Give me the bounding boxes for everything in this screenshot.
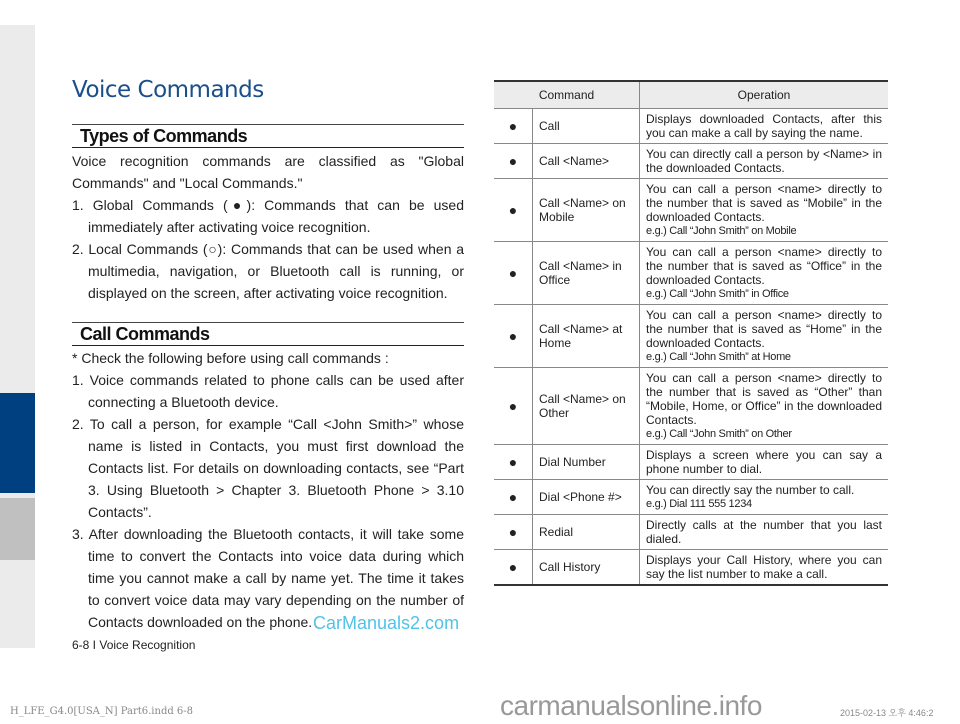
call-note: * Check the following before using call commands : [72, 350, 389, 366]
types-item: 1. Global Commands (●): Commands that can be used immediately after activating voice recognition. [72, 197, 464, 235]
types-body [72, 150, 464, 304]
table-row [494, 242, 888, 305]
page-footer: 6-8 I Voice Recognition [72, 638, 196, 652]
operation-cell [640, 445, 889, 480]
operation-cell [640, 515, 889, 550]
operation-text: You can directly call a person by <Name> in the downloaded Contacts. [646, 147, 882, 175]
global-command-icon: ● [494, 144, 533, 179]
operation-cell [640, 550, 889, 586]
section-heading-types: Types of Commands [72, 124, 464, 148]
header-command: Command [494, 81, 640, 109]
call-item: 3. After downloading the Bluetooth contacts, it will take some time to convert the Contacts into voice data during which time you cannot make a call by name yet. The time it takes to convert voice data may vary depending on the number of Contacts downloaded on the phone. [72, 526, 464, 630]
operation-text: Directly calls at the number that you last dialed. [646, 518, 882, 546]
command-cell: Redial [533, 515, 640, 550]
watermark: CarManuals2.com [313, 613, 460, 633]
header-operation: Operation [640, 81, 889, 109]
command-cell: Call History [533, 550, 640, 586]
operation-cell [640, 144, 889, 179]
operation-text: Displays a screen where you can say a phone number to dial. [646, 448, 882, 476]
operation-text: Displays your Call History, where you can say the list number to make a call. [646, 553, 882, 581]
side-tab-active [0, 393, 35, 493]
operation-example: e.g.) Call “John Smith” on Other [646, 428, 792, 440]
global-command-icon: ● [494, 179, 533, 242]
table-row [494, 109, 888, 144]
operation-cell [640, 109, 889, 144]
table-row [494, 550, 888, 586]
operation-text: You can call a person <name> directly to the number that is saved as “Office” in the downloaded Contacts. [646, 245, 882, 287]
side-tab [0, 498, 35, 560]
global-command-icon: ● [494, 445, 533, 480]
command-cell: Call <Name> on Other [533, 368, 640, 445]
operation-cell [640, 368, 889, 445]
operation-text: Displays downloaded Contacts, after this you can make a call by saying the name. [646, 112, 882, 140]
table-row [494, 305, 888, 368]
global-command-icon: ● [494, 550, 533, 586]
types-item: 2. Local Commands (○): Commands that can be used when a multimedia, navigation, or Bluetooth call is running, or displayed on the screen, after activating voice recognition. [72, 241, 464, 301]
operation-example: e.g.) Call “John Smith” in Office [646, 288, 789, 300]
table-row [494, 368, 888, 445]
operation-text: You can call a person <name> directly to the number that is saved as “Mobile” in the downloaded Contacts. [646, 182, 882, 224]
section-heading-call: Call Commands [72, 322, 464, 346]
operation-cell [640, 305, 889, 368]
operation-example: e.g.) Dial 111 555 1234 [646, 498, 752, 510]
table-row [494, 179, 888, 242]
command-cell: Call <Name> in Office [533, 242, 640, 305]
operation-text: You can call a person <name> directly to the number that is saved as “Home” in the downloaded Contacts. [646, 308, 882, 350]
global-command-icon: ● [494, 368, 533, 445]
global-command-icon: ● [494, 515, 533, 550]
global-command-icon: ● [494, 480, 533, 515]
print-timestamp: 2015-02-13 오후 4:46:2 [840, 708, 934, 718]
call-body [72, 347, 464, 633]
command-cell: Call [533, 109, 640, 144]
page-title: Voice Commands [72, 77, 264, 103]
global-command-icon: ● [494, 109, 533, 144]
command-cell: Call <Name> [533, 144, 640, 179]
call-item: 1. Voice commands related to phone calls can be used after connecting a Bluetooth device. [72, 372, 464, 410]
command-cell: Dial Number [533, 445, 640, 480]
operation-example: e.g.) Call “John Smith” on Mobile [646, 225, 797, 237]
command-cell: Call <Name> on Mobile [533, 179, 640, 242]
operation-text: You can directly say the number to call. [646, 483, 855, 497]
commands-table [494, 80, 888, 586]
table-row [494, 144, 888, 179]
global-command-icon: ● [494, 305, 533, 368]
operation-cell [640, 480, 889, 515]
table-row [494, 515, 888, 550]
operation-cell [640, 242, 889, 305]
operation-cell [640, 179, 889, 242]
table-row [494, 445, 888, 480]
table-row [494, 480, 888, 515]
print-slug: H_LFE_G4.0[USA_N] Part6.indd 6-8 [10, 706, 194, 717]
global-command-icon: ● [494, 242, 533, 305]
operation-text: You can call a person <name> directly to the number that is saved as “Other” than “Mobile, Home, or Office” in the downloaded Contacts. [646, 371, 882, 427]
command-cell: Call <Name> at Home [533, 305, 640, 368]
call-item: 2. To call a person, for example “Call <John Smith>” whose name is listed in Contacts, you must first download the Contacts list. For details on downloading contacts, see “Part 3. Using Bluetooth > Chapter 3. Bluetooth Phone > 3.10 Contacts”. [72, 416, 464, 520]
operation-example: e.g.) Call “John Smith” at Home [646, 351, 791, 363]
watermark-2: carmanualsonline.info [500, 690, 762, 721]
types-intro: Voice recognition commands are classified as "Global Commands" and "Local Commands." [72, 153, 464, 191]
command-cell: Dial <Phone #> [533, 480, 640, 515]
